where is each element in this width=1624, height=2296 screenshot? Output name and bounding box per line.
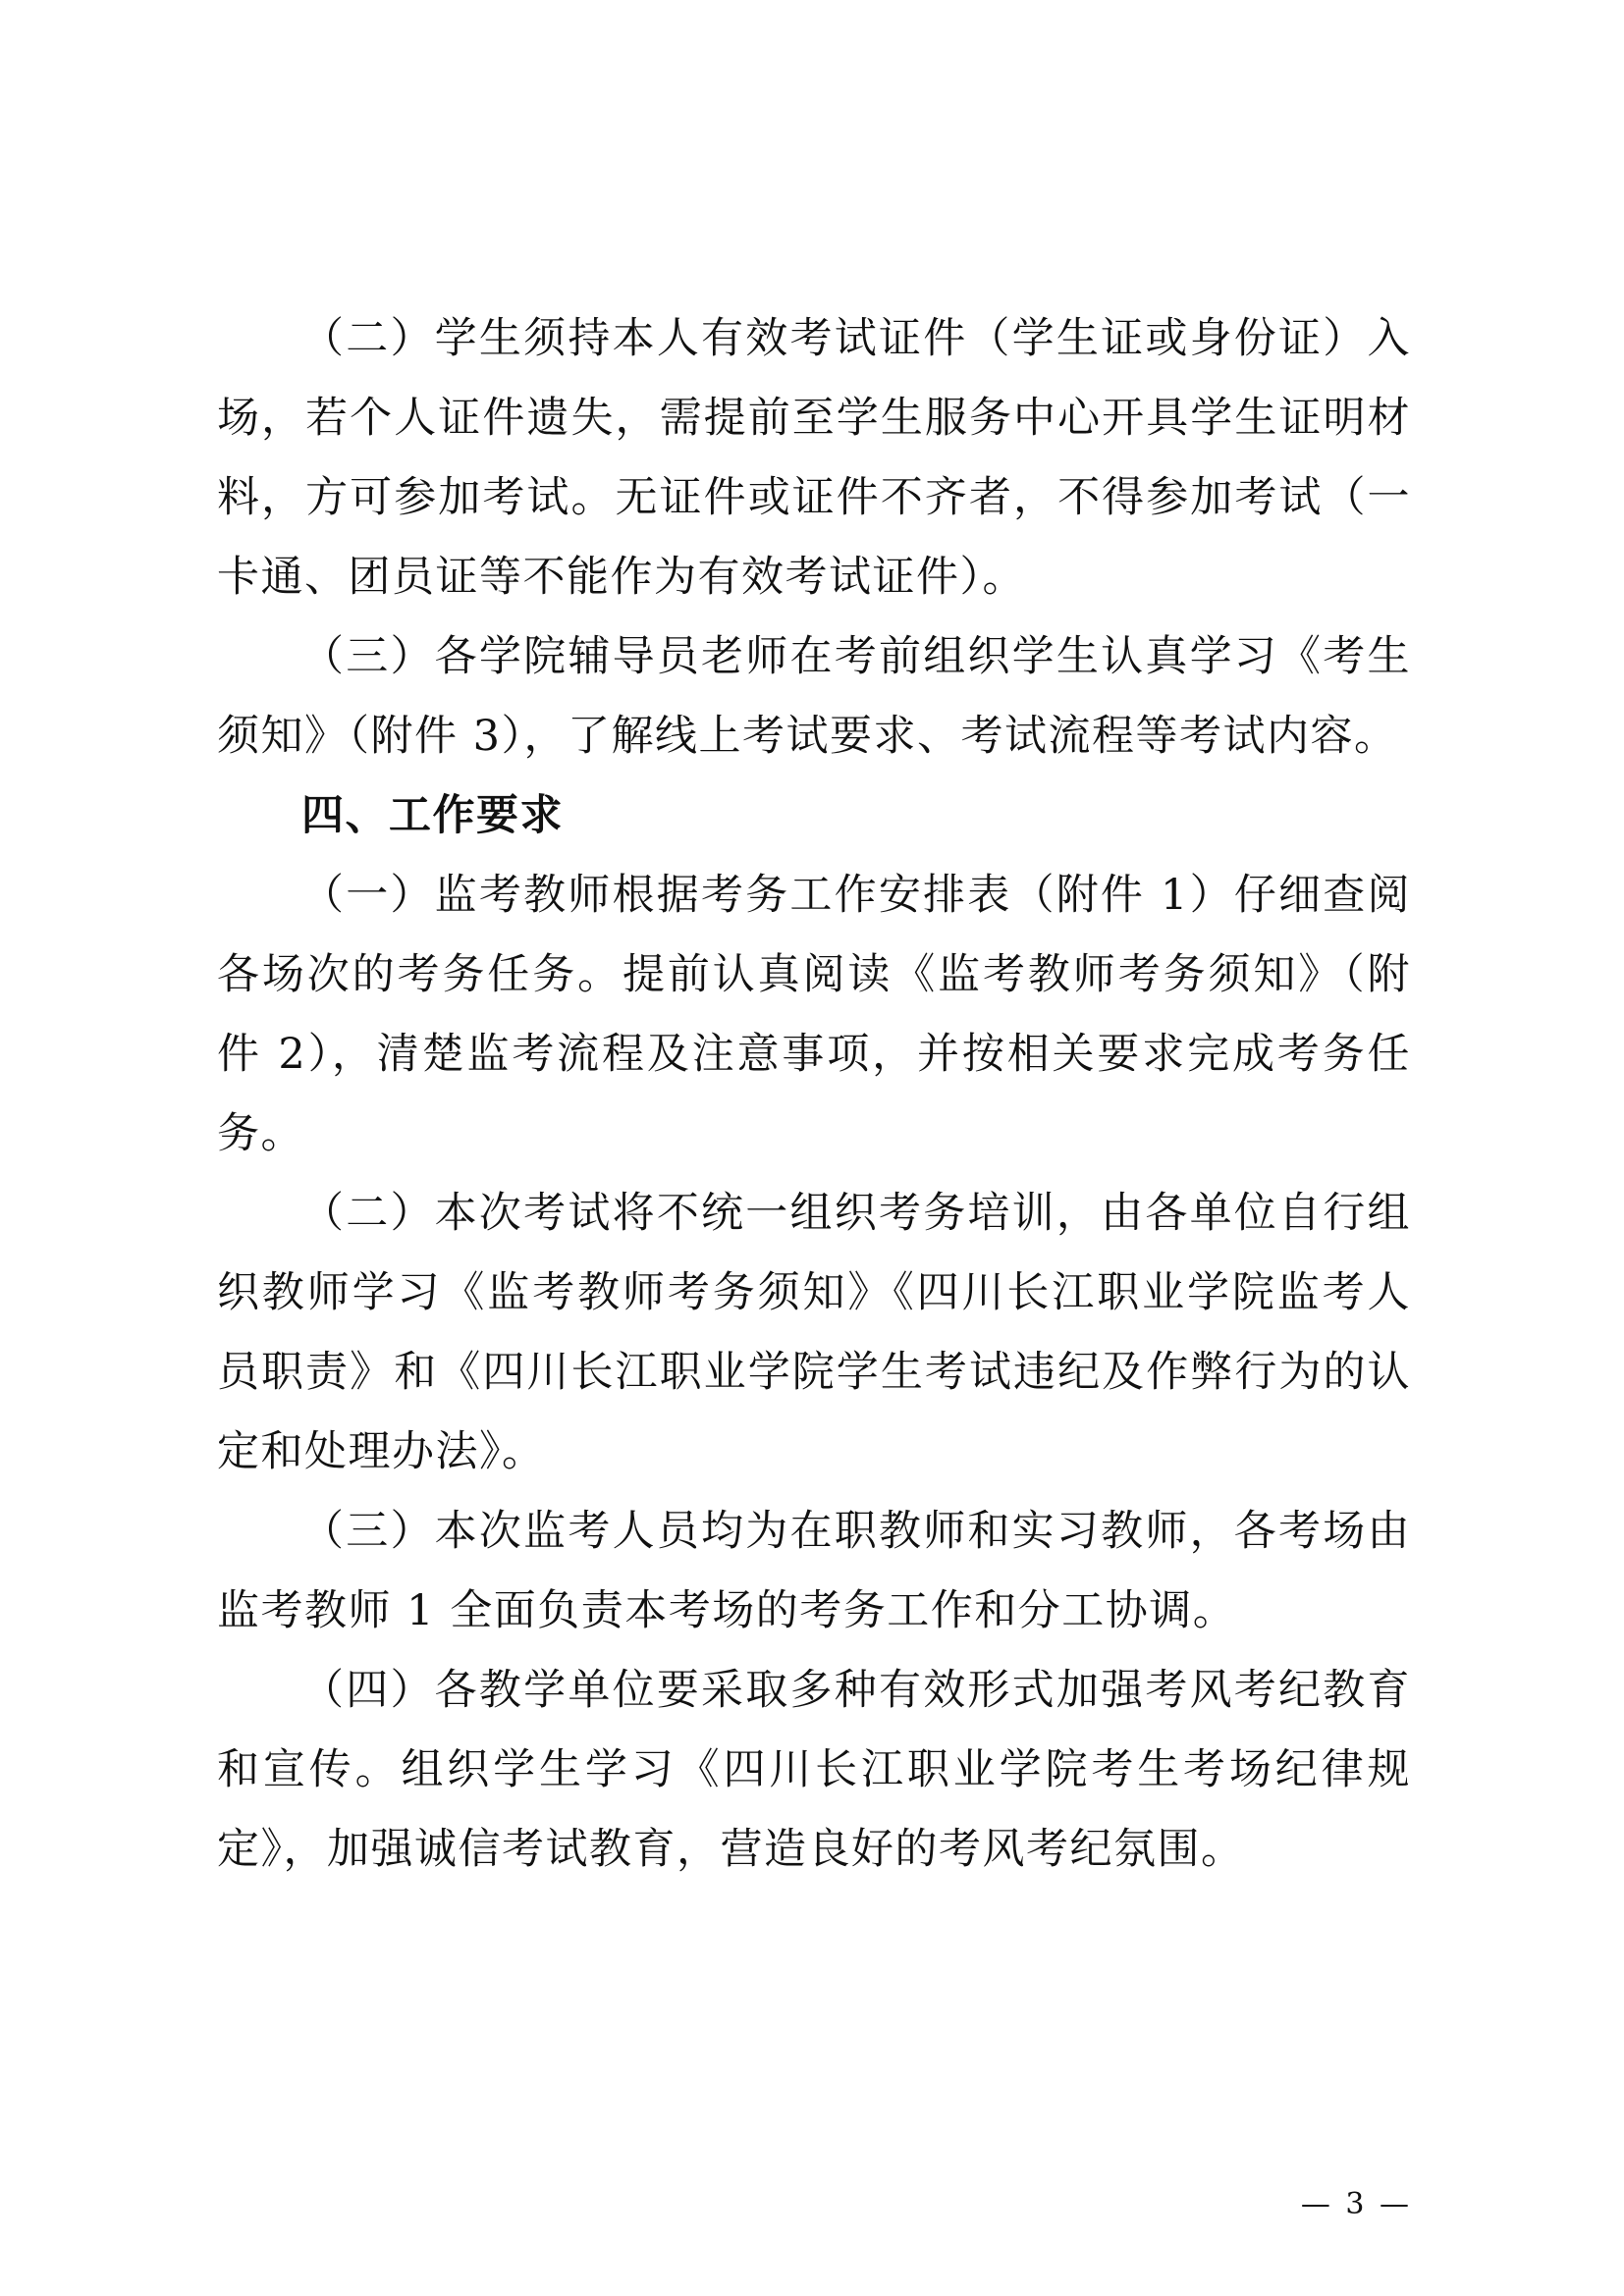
document-body [217, 299, 1411, 1890]
paragraph-invigilator-staff: （三）本次监考人员均为在职教师和实习教师，各考场由监考教师 1 全面负责本考场的考务工作和分工协调。 [217, 1507, 1411, 1635]
paragraph-exam-discipline-education: （四）各教学单位要采取多种有效形式加强考风考纪教育和宣传。组织学生学习《四川长江职业学院考生考场纪律规定》，加强诚信考试教育，营造良好的考风考纪氛围。 [217, 1666, 1411, 1874]
paragraph-invigilator-schedule: （一）监考教师根据考务工作安排表（附件 1）仔细查阅各场次的考务任务。提前认真阅读《监考教师考务须知》（附件 2），清楚监考流程及注意事项，并按相关要求完成考务任务。 [217, 871, 1411, 1158]
paragraph-training: （二）本次考试将不统一组织考务培训，由各单位自行组织教师学习《监考教师考务须知》《四川长江职业学院监考人员职责》和《四川长江职业学院学生考试违纪及作弊行为的认定和处理办法》。 [217, 1189, 1411, 1476]
section-heading-work-requirements: 四、工作要求 [301, 791, 564, 840]
paragraph-counselor-briefing: （三）各学院辅导员老师在考前组织学生认真学习《考生须知》（附件 3），了解线上考试要求、考试流程等考试内容。 [217, 632, 1411, 761]
paragraph-student-id-requirement: （二）学生须持本人有效考试证件（学生证或身份证）入场，若个人证件遗失，需提前至学生服务中心开具学生证明材料，方可参加考试。无证件或证件不齐者，不得参加考试（一卡通、团员证等不能作为有效考试证件）。 [217, 314, 1411, 602]
page-number: — 3 — [1300, 2187, 1412, 2221]
